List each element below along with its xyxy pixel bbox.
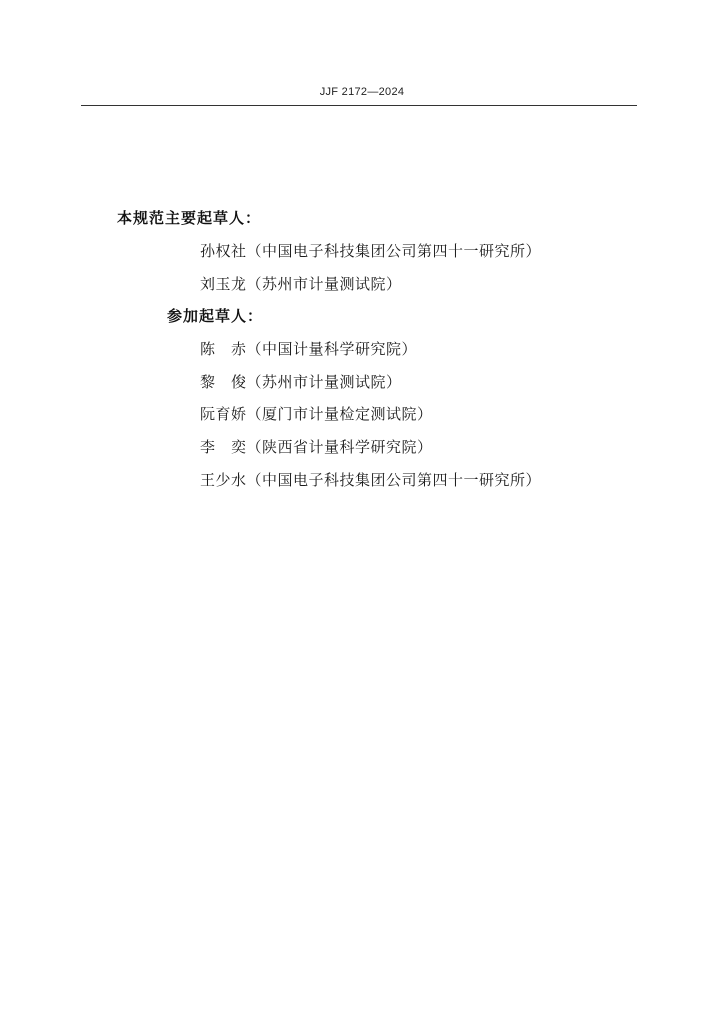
page-header-code: JJF 2172—2024 <box>319 86 405 98</box>
participant-affiliation: （陕西省计量科学研究院） <box>246 438 433 456</box>
drafter-entry <box>200 240 541 261</box>
participant-affiliation: （厦门市计量检定测试院） <box>246 405 433 423</box>
participant-entry <box>200 403 433 424</box>
header-divider <box>81 105 637 106</box>
drafter-affiliation: （中国电子科技集团公司第四十一研究所） <box>246 242 542 260</box>
participant-affiliation: （中国电子科技集团公司第四十一研究所） <box>246 471 542 489</box>
participant-name: 陈 赤 <box>200 340 247 358</box>
participant-affiliation: （中国计量科学研究院） <box>246 340 418 358</box>
drafter-affiliation: （苏州市计量测试院） <box>246 275 402 293</box>
drafter-entry <box>200 273 402 294</box>
participant-name: 王少水 <box>200 471 247 489</box>
drafter-name: 孙权社 <box>200 242 247 260</box>
participant-entry <box>200 338 417 359</box>
participant-name: 黎 俊 <box>200 373 247 391</box>
participant-entry <box>200 436 433 457</box>
participant-affiliation: （苏州市计量测试院） <box>246 373 402 391</box>
participant-name: 李 奕 <box>200 438 247 456</box>
participant-name: 阮育娇 <box>200 405 247 423</box>
drafter-name: 刘玉龙 <box>200 275 247 293</box>
participant-entry <box>200 469 541 490</box>
participating-drafters-title: 参加起草人： <box>167 307 264 325</box>
main-drafters-title: 本规范主要起草人： <box>117 209 262 227</box>
participant-entry <box>200 371 402 392</box>
